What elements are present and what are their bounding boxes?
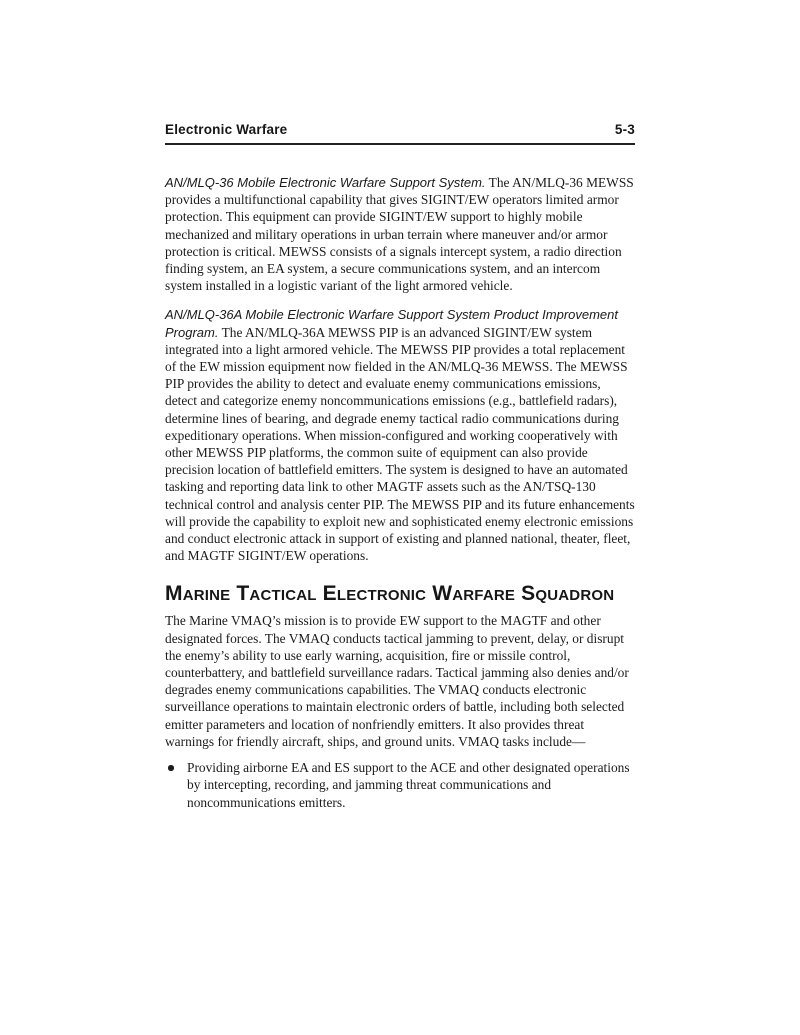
content-column xyxy=(165,122,635,811)
page-number: 5-3 xyxy=(614,122,635,137)
paragraph-lead-italic: AN/MLQ-36A Mobile Electronic Warfare Support System Product Improvement Program. xyxy=(165,307,619,340)
paragraph-body: The AN/MLQ-36 MEWSS provides a multifunctional capability that gives SIGINT/EW operators limited armor protection. This equipment can provide SIGINT/EW support to highly mobile mechanized and military operations in urban terrain where maneuver and/or armor protection is critical. MEWSS consists of a signals intercept system, a radio direction finding system, an EA system, a secure communications system, and an intercom system installed in a logistic variant of the light armored vehicle. xyxy=(165,175,634,294)
paragraph-anmlq36 xyxy=(165,174,635,294)
bullet-cell xyxy=(165,759,187,811)
list-item-text: Providing airborne EA and ES support to the ACE and other designated operations by intercepting, recording, and jamming threat communications and noncommunications emitters. xyxy=(187,760,630,810)
paragraph-anmlq36a xyxy=(165,306,635,564)
page-header xyxy=(165,122,635,145)
running-header-title: Electronic Warfare xyxy=(165,122,288,137)
paragraph-lead-italic: AN/MLQ-36 Mobile Electronic Warfare Support System. xyxy=(165,175,486,190)
paragraph-vmaq: The Marine VMAQ’s mission is to provide EW support to the MAGTF and other designated forces. The VMAQ conducts tactical jamming to prevent, delay, or disrupt the enemy’s ability to use early warning, acquisition, fire or missile control, counterbattery, and battlefield surveillance radars. Tactical jamming also denies and/or degrades enemy communications capabilities. The VMAQ conducts electronic surveillance operations to maintain electronic orders of battle, including both selected emitter parameters and location of nonfriendly emitters. It also provides threat warnings for friendly aircraft, ships, and ground units. VMAQ tasks include— xyxy=(165,613,629,749)
paragraph-body: The AN/MLQ-36A MEWSS PIP is an advanced SIGINT/EW system integrated into a light armored vehicle. The MEWSS PIP provides a total replacement of the EW mission equipment now fielded in the AN/MLQ-36 MEWSS. The MEWSS PIP provides the ability to detect and evaluate enemy communications emissions, detect and categorize enemy noncommunications emissions (e.g., battlefield radars), determine lines of bearing, and degrade enemy tactical radio communications during expeditionary operations. When mission-configured and working cooperatively with other MEWSS PIP platforms, the common suite of equipment can also provide precision location of battlefield emitters. The system is designed to have an automated tasking and reporting data link to other MAGTF assets such as the AN/TSQ-130 technical control and analysis center PIP. The MEWSS PIP and its future enhancements will provide the capability to exploit new and sophisticated enemy electronic emissions and conduct electronic attack in support of existing and planned national, theater, fleet, and MAGTF SIGINT/EW operations. xyxy=(165,324,635,564)
bullet-icon xyxy=(168,765,174,771)
task-list xyxy=(165,759,635,811)
section-heading: Marine Tactical Electronic Warfare Squadron xyxy=(165,582,615,606)
list-item xyxy=(165,759,635,811)
